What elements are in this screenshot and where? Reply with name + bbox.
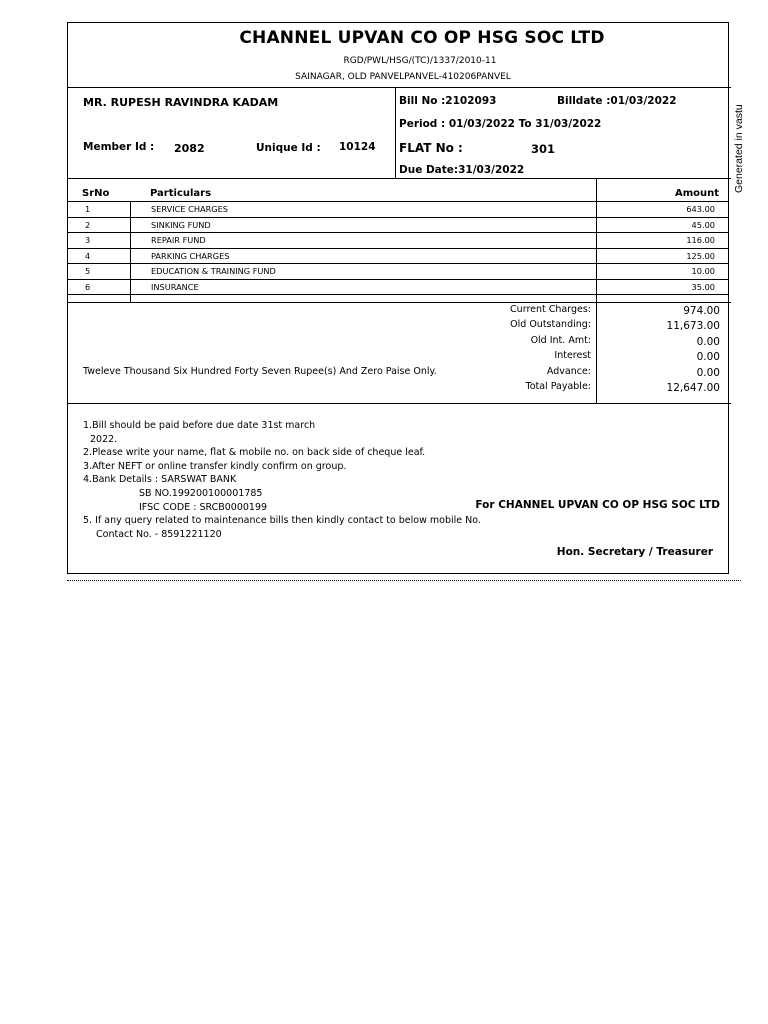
divider <box>67 294 729 295</box>
row-srno: 4 <box>85 251 91 261</box>
summary-value: 0.00 <box>696 367 720 379</box>
divider <box>67 87 731 88</box>
note-line: IFSC CODE : SRCB0000199 <box>139 502 268 513</box>
note-line: 1.Bill should be paid before due date 31st march <box>83 420 316 431</box>
summary-label: Interest <box>554 350 591 361</box>
summary-label: Old Int. Amt: <box>530 335 591 346</box>
col-header-srno: SrNo <box>82 188 110 199</box>
divider <box>67 232 729 233</box>
row-srno: 2 <box>85 220 91 230</box>
society-name: CHANNEL UPVAN CO OP HSG SOC LTD <box>239 28 605 48</box>
divider <box>67 263 729 264</box>
summary-value: 0.00 <box>696 336 720 348</box>
divider <box>596 178 597 403</box>
row-particular: SERVICE CHARGES <box>151 204 228 214</box>
member-id-value: 2082 <box>174 142 205 155</box>
generated-by-text: Generated in vastu <box>733 104 745 193</box>
row-particular: SINKING FUND <box>151 220 211 230</box>
member-name: MR. RUPESH RAVINDRA KADAM <box>83 96 279 109</box>
summary-label: Total Payable: <box>525 381 591 392</box>
divider <box>67 217 729 218</box>
billing-period: Period : 01/03/2022 To 31/03/2022 <box>399 118 602 130</box>
summary-value: 11,673.00 <box>666 320 720 332</box>
for-society-label: For CHANNEL UPVAN CO OP HSG SOC LTD <box>475 499 720 511</box>
note-line: 2022. <box>90 434 118 445</box>
cut-line <box>67 580 741 581</box>
row-amount: 643.00 <box>686 204 715 214</box>
total-payable-value: 12,647.00 <box>666 382 720 394</box>
summary-label: Old Outstanding: <box>510 319 591 330</box>
summary-label: Advance: <box>546 366 591 377</box>
row-amount: 35.00 <box>691 282 715 292</box>
row-amount: 116.00 <box>686 235 715 245</box>
summary-value: 0.00 <box>696 351 720 363</box>
note-line: 3.After NEFT or online transfer kindly confirm on group. <box>83 461 347 472</box>
society-address: SAINAGAR, OLD PANVELPANVEL-410206PANVEL <box>295 72 511 82</box>
row-srno: 1 <box>85 204 91 214</box>
bill-number: Bill No :2102093 <box>399 95 497 107</box>
divider <box>395 87 396 178</box>
divider <box>67 302 731 303</box>
summary-label: Current Charges: <box>510 304 591 315</box>
row-particular: REPAIR FUND <box>151 235 206 245</box>
flat-number: 301 <box>531 142 556 156</box>
unique-id-value: 10124 <box>339 141 376 153</box>
due-date: Due Date:31/03/2022 <box>399 164 525 176</box>
signatory-label: Hon. Secretary / Treasurer <box>556 546 713 558</box>
divider <box>67 248 729 249</box>
divider <box>67 403 731 404</box>
row-particular: PARKING CHARGES <box>151 251 230 261</box>
note-line: 4.Bank Details : SARSWAT BANK <box>83 474 237 485</box>
row-particular: EDUCATION & TRAINING FUND <box>151 266 276 276</box>
member-id-label: Member Id : <box>83 141 155 153</box>
flat-label: FLAT No : <box>399 141 463 155</box>
summary-value: 974.00 <box>683 305 720 317</box>
divider <box>67 279 729 280</box>
row-amount: 10.00 <box>691 266 715 276</box>
row-particular: INSURANCE <box>151 282 199 292</box>
row-amount: 45.00 <box>691 220 715 230</box>
note-line: Contact No. - 8591221120 <box>96 529 222 540</box>
col-header-particulars: Particulars <box>150 188 212 199</box>
unique-id-label: Unique Id : <box>256 142 321 154</box>
note-line: 2.Please write your name, flat & mobile no. on back side of cheque leaf. <box>83 447 426 458</box>
note-line: 5. If any query related to maintenance bills then kindly contact to below mobile No. <box>83 515 481 526</box>
note-line: SB NO.199200100001785 <box>139 488 263 499</box>
col-header-amount: Amount <box>675 188 720 199</box>
row-srno: 6 <box>85 282 91 292</box>
divider <box>67 201 729 202</box>
row-amount: 125.00 <box>686 251 715 261</box>
bill-date: Billdate :01/03/2022 <box>557 95 677 107</box>
amount-in-words: Tweleve Thousand Six Hundred Forty Seven Rupee(s) And Zero Paise Only. <box>83 366 437 377</box>
row-srno: 5 <box>85 266 91 276</box>
registration-number: RGD/PWL/HSG/(TC)/1337/2010-11 <box>343 56 497 66</box>
row-srno: 3 <box>85 235 91 245</box>
divider <box>67 178 731 179</box>
